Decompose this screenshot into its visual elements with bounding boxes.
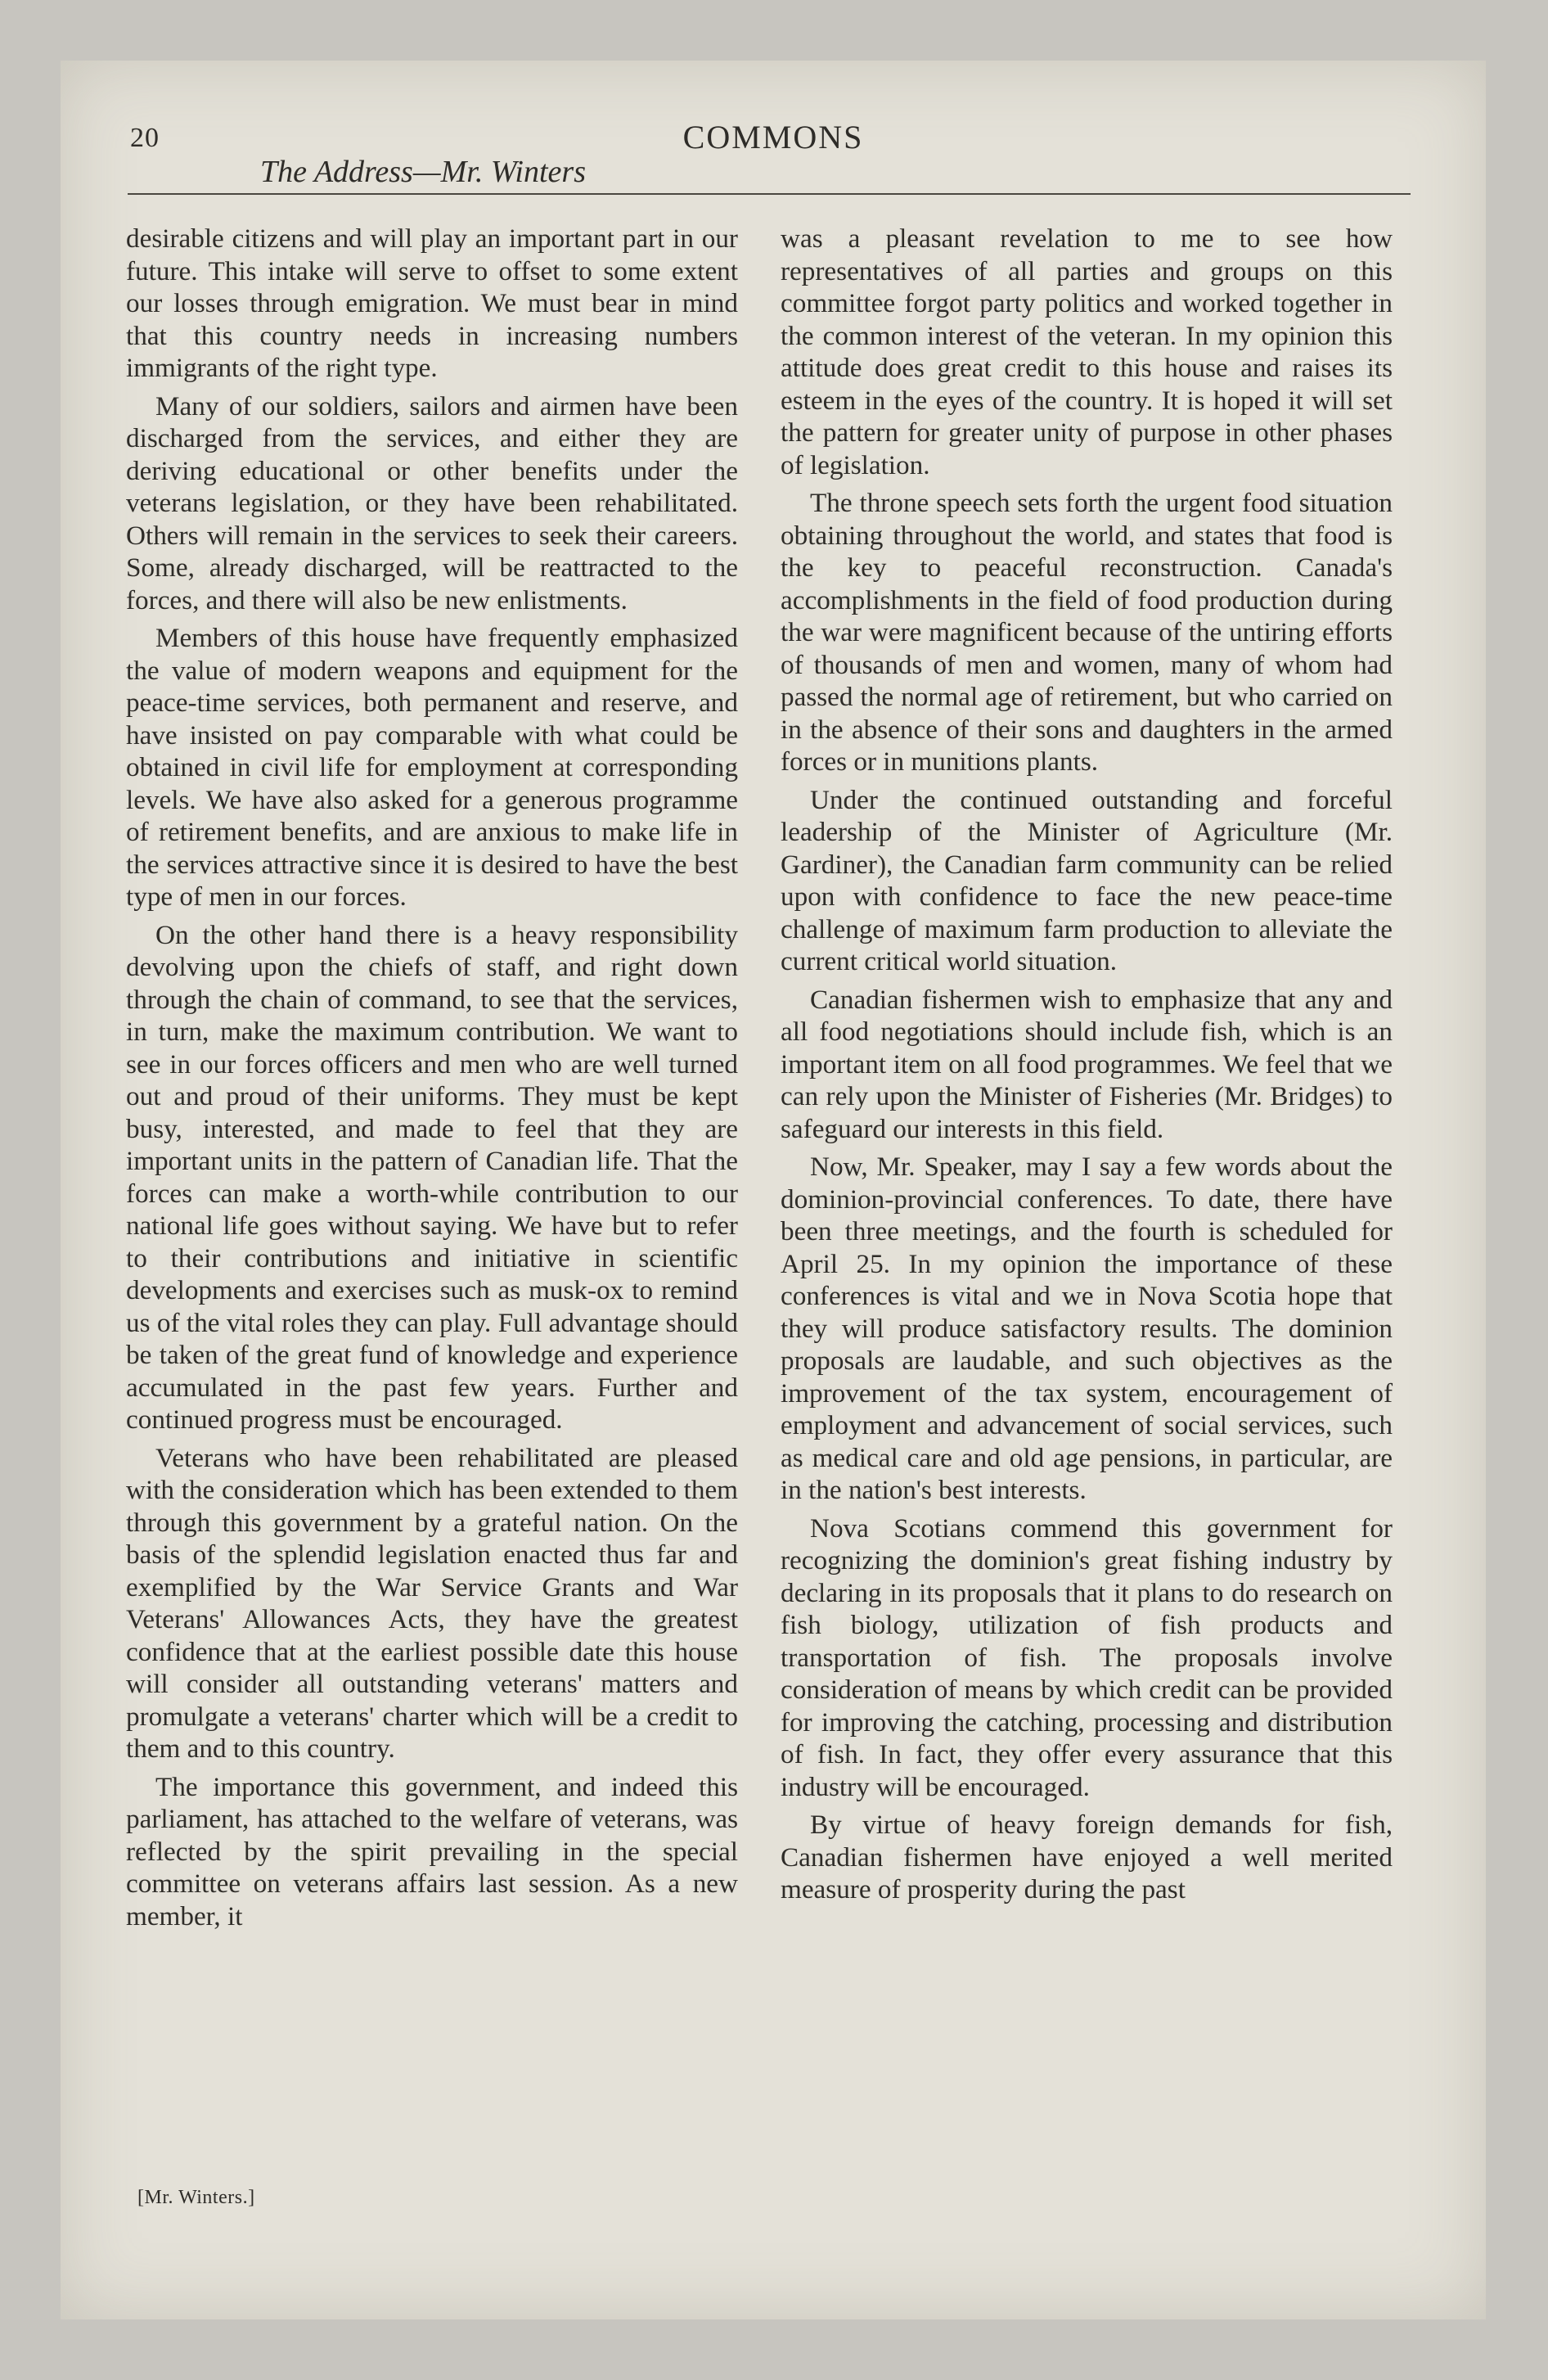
paragraph: desirable citizens and will play an important part in our future. This intake will serve to offset to some extent our losses through emigration. We must bear in mind that this country needs in increasing numbers immigrants of the right type. xyxy=(126,223,738,383)
document-page xyxy=(61,61,1486,2319)
paragraph: Now, Mr. Speaker, may I say a few words about the dominion-provincial conferences. To date, there have been three meetings, and the fourth is scheduled for April 25. In my opinion the importance of these conferences is vital and we in Nova Scotia hope that they will produce satisfactory results. The dominion proposals are laudable, and such objectives as the improvement of the tax system, encouragement of employment and advancement of social services, such as medical care and old age pensions, in particular, are in the nation's best interests. xyxy=(781,1152,1393,1505)
paragraph: The throne speech sets forth the urgent food situation obtaining throughout the world, and states that food is the key to peaceful reconstruction. Canada's accomplishments in the field of food production during the war were magnificent because of the untiring efforts of thousands of men and women, many of whom had passed the normal age of retirement, but who carried on in the absence of their sons and daughters in the armed forces or in munitions plants. xyxy=(781,488,1393,777)
paragraph: was a pleasant revelation to me to see how representatives of all parties and groups on this committee forgot party politics and worked together in the common interest of the veteran. In my opinion this attitude does great credit to this house and raises its esteem in the eyes of the country. It is hoped it will set the pattern for greater unity of purpose in other phases of legislation. xyxy=(781,223,1393,480)
paragraph: Under the continued outstanding and forceful leadership of the Minister of Agriculture (Mr. Gardiner), the Canadian farm community can be relied upon with confidence to face the new peace-time challenge of maximum farm production to alleviate the current critical world situation. xyxy=(781,784,1393,976)
running-head: COMMONS xyxy=(682,119,864,156)
paragraph: By virtue of heavy foreign demands for fish, Canadian fishermen have enjoyed a well merited measure of prosperity during the past xyxy=(781,1810,1393,1904)
page-number: 20 xyxy=(130,123,160,153)
right-column xyxy=(781,223,1393,1912)
left-column xyxy=(126,223,738,1938)
paragraph: Canadian fishermen wish to emphasize that any and all food negotiations should include fish, which is an important item on all food programmes. We feel that we can rely upon the Minister of Fisheries (Mr. Bridges) to safeguard our interests in this field. xyxy=(781,984,1393,1144)
paragraph: Nova Scotians commend this government for recognizing the dominion's great fishing industry by declaring in its proposals that it plans to do research on fish biology, utilization of fish products and transportation of fish. The proposals involve consideration of means by which credit can be provided for improving the catching, processing and distribution of fish. In fact, they offer every assurance that this industry will be encouraged. xyxy=(781,1512,1393,1802)
paragraph: The importance this government, and indeed this parliament, has attached to the welfare of veterans, was reflected by the spirit prevailing in the special committee on veterans affairs last session. As a new member, it xyxy=(126,1771,738,1931)
paragraph: Many of our soldiers, sailors and airmen have been discharged from the services, and either they are deriving educational or other benefits under the veterans legislation, or they have been rehabilitated. Others will remain in the services to seek their careers. Some, already discharged, will be reattracted to the forces, and there will also be new enlistments. xyxy=(126,390,738,615)
paragraph: On the other hand there is a heavy responsibility devolving upon the chiefs of staff, and right down through the chain of command, to see that the services, in turn, make the maximum contribution. We want to see in our forces officers and men who are well turned out and proud of their uniforms. They must be kept busy, interested, and made to feel that they are important units in the pattern of Canadian life. That the forces can make a worth-while contribution to our national life goes without saying. We have but to refer to their contributions and initiative in scientific developments and exercises such as musk-ox to remind us of the vital roles they can play. Full advantage should be taken of the great fund of knowledge and experience accumulated in the past few years. Further and continued progress must be encouraged. xyxy=(126,919,738,1435)
paragraph: Veterans who have been rehabilitated are pleased with the consideration which has been extended to them through this government by a grateful nation. On the basis of the splendid legislation enacted thus far and exemplified by the War Service Grants and War Veterans' Allowances Acts, they have the greatest confidence that at the earliest possible date this house will consider all outstanding veterans' matters and promulgate a veterans' charter which will be a credit to them and to this country. xyxy=(126,1442,738,1764)
header-rule xyxy=(128,193,1411,195)
paragraph: Members of this house have frequently emphasized the value of modern weapons and equipment for the peace-time services, both permanent and reserve, and have insisted on pay comparable with what could be obtained in civil life for employment at corresponding levels. We have also asked for a generous programme of retirement benefits, and are anxious to make life in the services attractive since it is desired to have the best type of men in our forces. xyxy=(126,623,738,912)
speaker-tag: [Mr. Winters.] xyxy=(137,2187,255,2208)
section-title: The Address—Mr. Winters xyxy=(260,155,586,189)
